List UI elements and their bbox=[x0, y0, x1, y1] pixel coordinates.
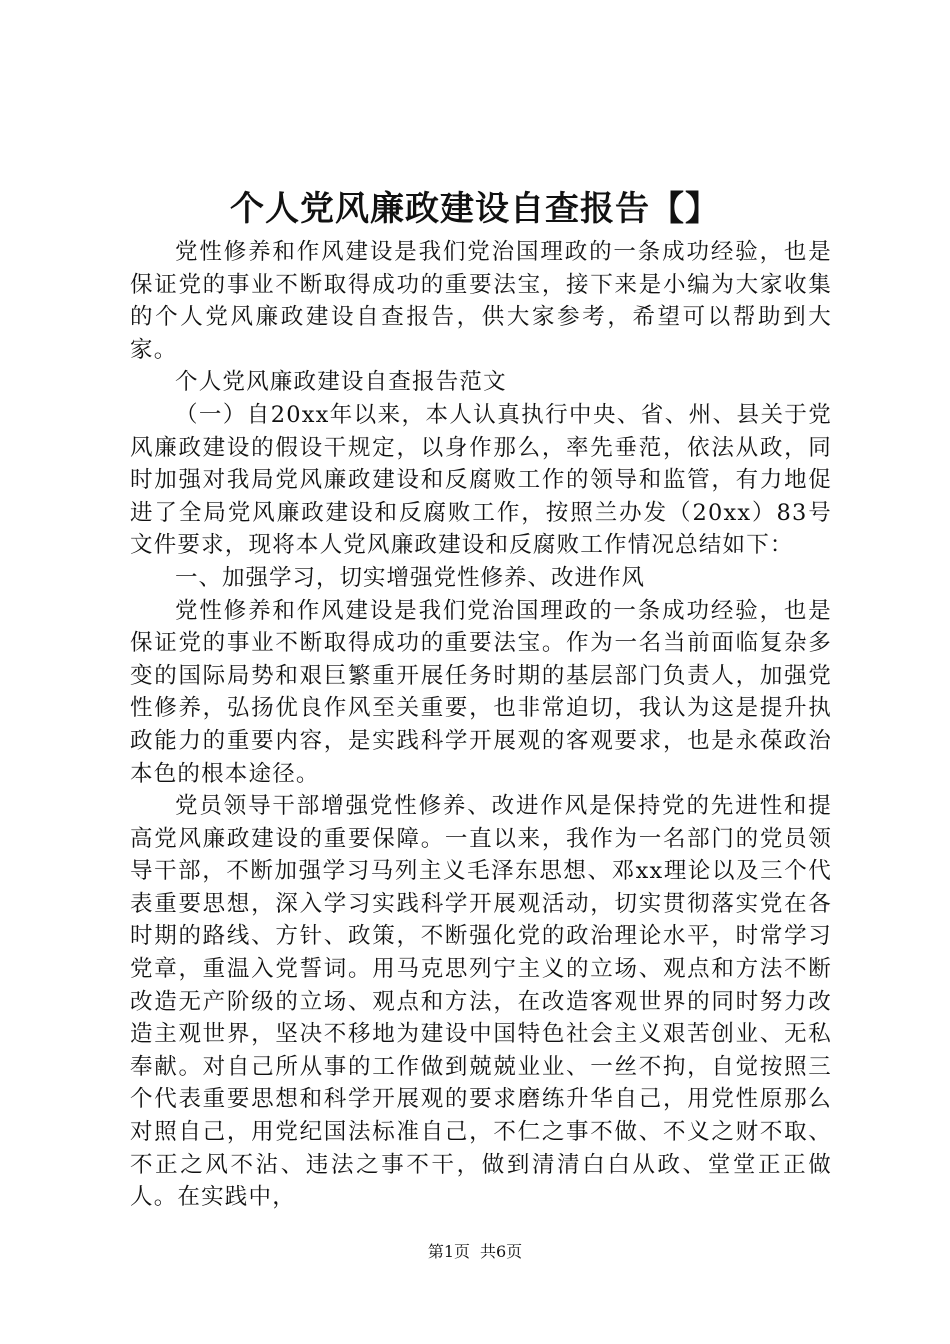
document-body bbox=[130, 236, 832, 1214]
paragraph-leadership: 党员领导干部增强党性修养、改进作风是保持党的先进性和提高党风廉政建设的重要保障。一直以来，我作为一名部门的党员领导干部，不断加强学习马列主义毛泽东思想、邓xx理论以及三个代表重要思想，深入学习实践科学开展观活动，切实贯彻落实党在各时期的路线、方针、政策，不断强化党的政治理论水平，时常学习党章，重温入党誓词。用马克思列宁主义的立场、观点和方法不断改造无产阶级的立场、观点和方法，在改造客观世界的同时努力改造主观世界，坚决不移地为建设中国特色社会主义艰苦创业、无私奉献。对自己所从事的工作做到兢兢业业、一丝不拘，自觉按照三个代表重要思想和科学开展观的要求磨练升华自己，用党性原那么对照自己，用党纪国法标准自己，不仁之事不做、不义之财不取、不正之风不沾、违法之事不干，做到清清白白从政、堂堂正正做人。在实践中， bbox=[130, 793, 832, 1211]
paragraph-intro: 党性修养和作风建设是我们党治国理政的一条成功经验，也是保证党的事业不断取得成功的重要法宝，接下来是小编为大家收集的个人党风廉政建设自查报告，供大家参考，希望可以帮助到大家。 bbox=[130, 239, 832, 363]
section-heading: 一、加强学习，切实增强党性修养、改进作风 bbox=[175, 564, 646, 591]
page-footer bbox=[0, 1240, 950, 1264]
document-title: 个人党风廉政建设自查报告【】 bbox=[230, 189, 720, 229]
paragraph-section-one: （一）自20xx年以来，本人认真执行中央、省、州、县关于党风廉政建设的假设干规定，以身作那么，率先垂范，依法从政，同时加强对我局党风廉政建设和反腐败工作的领导和监管，有力地促进了全局党风廉政建设和反腐败工作，按照兰办发（20xx）83号文件要求，现将本人党风廉政建设和反腐败工作情况总结如下： bbox=[130, 401, 832, 559]
paragraph-subtitle: 个人党风廉政建设自查报告范文 bbox=[175, 369, 507, 396]
paragraph-party-spirit: 党性修养和作风建设是我们党治国理政的一条成功经验，也是保证党的事业不断取得成功的重要法宝。作为一名当前面临复杂多变的国际局势和艰巨繁重开展任务时期的基层部门负责人，加强党性修养，弘扬优良作风至关重要，也非常迫切，我认为这是提升执政能力的重要内容，是实践科学开展观的客观要求，也是永葆政治本色的根本途径。 bbox=[130, 597, 832, 787]
page-number: 第1页 bbox=[427, 1242, 470, 1261]
page-total: 共6页 bbox=[480, 1242, 523, 1261]
